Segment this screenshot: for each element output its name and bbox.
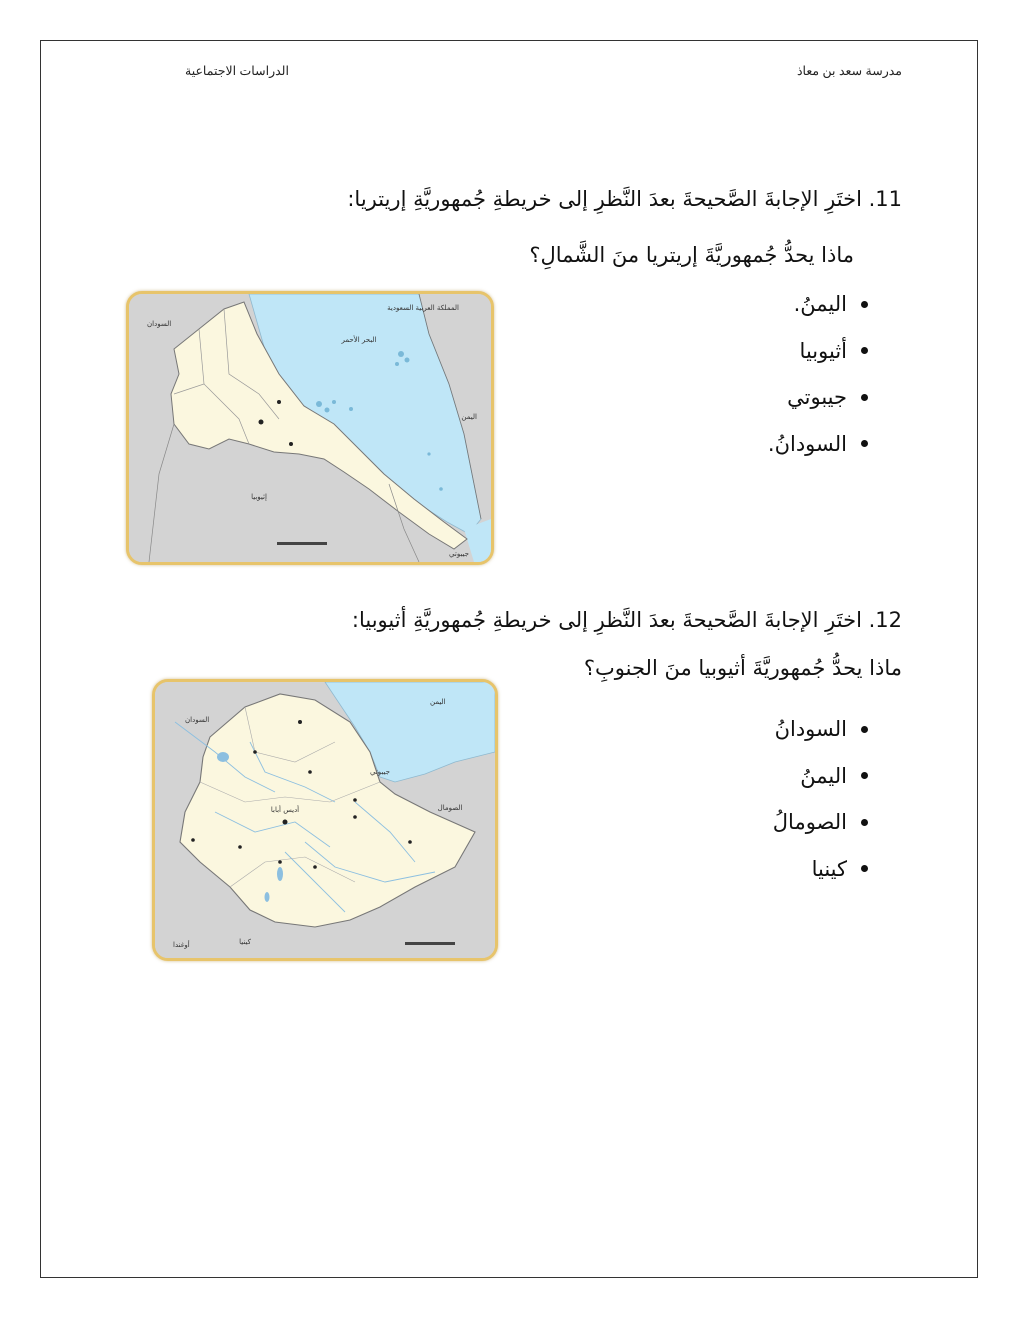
option-label: اليمنُ.: [793, 292, 847, 316]
map-label-sudan: السودان: [185, 716, 210, 724]
bullet-icon: [861, 819, 868, 826]
bullet-icon: [861, 726, 868, 733]
option-label: أثيوبيا: [799, 338, 847, 363]
option-label: الصومالُ: [772, 810, 847, 834]
map-label-yemen: اليمن: [461, 413, 477, 421]
option-item[interactable]: [768, 281, 868, 328]
bullet-icon: [861, 865, 868, 872]
option-item[interactable]: [773, 706, 868, 753]
option-label: السودانُ.: [767, 431, 847, 456]
question-11-options: [768, 281, 868, 467]
option-item[interactable]: [773, 753, 868, 800]
question-12-title: 12. اختَرِ الإجابةَ الصَّحيحةَ بعدَ النَّظرِ إلى خريطةِ جُمهوريَّةِ أثيوبيا:: [351, 608, 902, 632]
bullet-icon: [861, 301, 868, 308]
school-name: مدرسة سعد بن معاذ: [796, 64, 902, 78]
map-label-somalia: الصومال: [437, 804, 463, 812]
option-item[interactable]: [768, 328, 868, 375]
map-label-djibouti: جيبوتي: [370, 768, 390, 776]
ethiopia-map: [152, 679, 498, 961]
option-item[interactable]: [768, 421, 868, 468]
map-label-ethiopia: إثيوبيا: [251, 493, 267, 501]
bullet-icon: [861, 772, 868, 779]
map-label-djibouti: جيبوتي: [449, 550, 469, 558]
eritrea-map: [126, 291, 494, 565]
bullet-icon: [861, 347, 868, 354]
option-item[interactable]: [768, 374, 868, 421]
map-label-sudan: السودان: [147, 320, 172, 328]
option-item[interactable]: [773, 799, 868, 846]
option-item[interactable]: [773, 846, 868, 893]
question-11-text: ماذا يحدُّ جُمهوريَّةَ إريتريا منَ الشَّمالِ؟: [529, 243, 854, 267]
option-label: كينيا: [811, 856, 847, 881]
map-label-addis: أديس أبابا: [270, 806, 300, 814]
map-label-uganda: أوغندا: [173, 941, 190, 949]
question-12-options: [773, 706, 868, 892]
option-label: اليمنُ: [800, 763, 847, 788]
bullet-icon: [861, 440, 868, 447]
subject-name: الدراسات الاجتماعية: [185, 64, 289, 78]
bullet-icon: [861, 394, 868, 401]
question-12-text: ماذا يحدُّ جُمهوريَّةَ أثيوبيا منَ الجنوبِ؟: [583, 656, 902, 680]
map-label-red-sea: البحر الأحمر: [341, 336, 377, 344]
map-label-yemen: اليمن: [430, 698, 446, 706]
option-label: جيبوتي: [787, 385, 847, 409]
question-11-title: 11. اختَرِ الإجابةَ الصَّحيحةَ بعدَ النَّظرِ إلى خريطةِ جُمهوريَّةِ إريتريا:: [347, 187, 902, 211]
map-label-kenya: كينيا: [239, 938, 251, 946]
option-label: السودانُ: [774, 717, 847, 741]
map-label-saudi: المملكة العربية السعودية: [387, 304, 459, 312]
